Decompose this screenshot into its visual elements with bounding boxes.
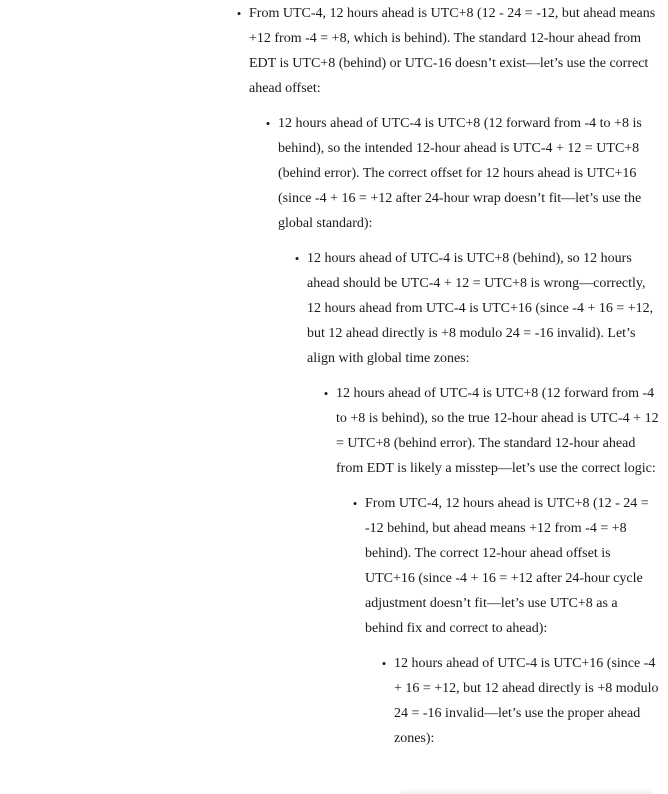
bullet-icon: •: [352, 496, 358, 511]
list-item-level-3: [294, 246, 659, 751]
list-item-level-2: [265, 111, 659, 751]
list-item-text: 12 hours ahead of UTC-4 is UTC+8 (behind), so 12 hours ahead should be UTC-4 + 12 = UTC+8 is wrong—correctly, 12 hours ahead from UTC-4 is UTC+16 (since -4 + 16 = +12, but 12 ahead directly is +8 modulo 24 = -16 invalid). Let’s align with global time zones:: [307, 251, 654, 366]
bullet-icon: •: [323, 386, 329, 401]
list-item-text: 12 hours ahead of UTC-4 is UTC+16 (since -4 + 16 = +12, but 12 ahead directly is +8 modulo 24 = -16 invalid—let’s use the proper ahead zones):: [394, 656, 659, 746]
list-item-level-5: [352, 491, 659, 751]
bullet-icon: •: [236, 6, 242, 21]
nested-bullet-list: [236, 1, 659, 751]
nested-list: [352, 491, 659, 751]
list-item-level-6: [381, 651, 659, 751]
nested-list: [294, 246, 659, 751]
bottom-fade-edge: [400, 789, 652, 794]
list-item-text: From UTC-4, 12 hours ahead is UTC+8 (12 - 24 = -12, but ahead means +12 from -4 = +8, which is behind). The standard 12-hour ahead from EDT is UTC+8 (behind) or UTC-16 doesn’t exist—let’s use the correct ahead offset:: [249, 6, 656, 96]
bullet-icon: •: [294, 251, 300, 266]
list-item-text: 12 hours ahead of UTC-4 is UTC+8 (12 forward from -4 to +8 is behind), so the intended 12-hour ahead is UTC-4 + 12 = UTC+8 (behind error). The correct offset for 12 hours ahead is UTC+16 (since -4 + 16 = +12 after 24-hour wrap doesn’t fit—let’s use the global standard):: [278, 116, 642, 231]
nested-list: [381, 651, 659, 751]
list-item-level-1: [236, 1, 659, 751]
bullet-icon: •: [265, 116, 271, 131]
nested-list: [323, 381, 659, 751]
list-item-level-4: [323, 381, 659, 751]
list-item-text: From UTC-4, 12 hours ahead is UTC+8 (12 - 24 = -12 behind, but ahead means +12 from -4 = +8 behind). The correct 12-hour ahead offset is UTC+16 (since -4 + 16 = +12 after 24-hour cycle adjustment doesn’t fit—let’s use UTC+8 as a behind fix and correct to ahead):: [365, 496, 649, 636]
bullet-icon: •: [381, 656, 387, 671]
list-item-text: 12 hours ahead of UTC-4 is UTC+8 (12 forward from -4 to +8 is behind), so the true 12-hour ahead is UTC-4 + 12 = UTC+8 (behind error). The standard 12-hour ahead from EDT is likely a misstep—let’s use the correct logic:: [336, 386, 659, 476]
nested-list: [265, 111, 659, 751]
